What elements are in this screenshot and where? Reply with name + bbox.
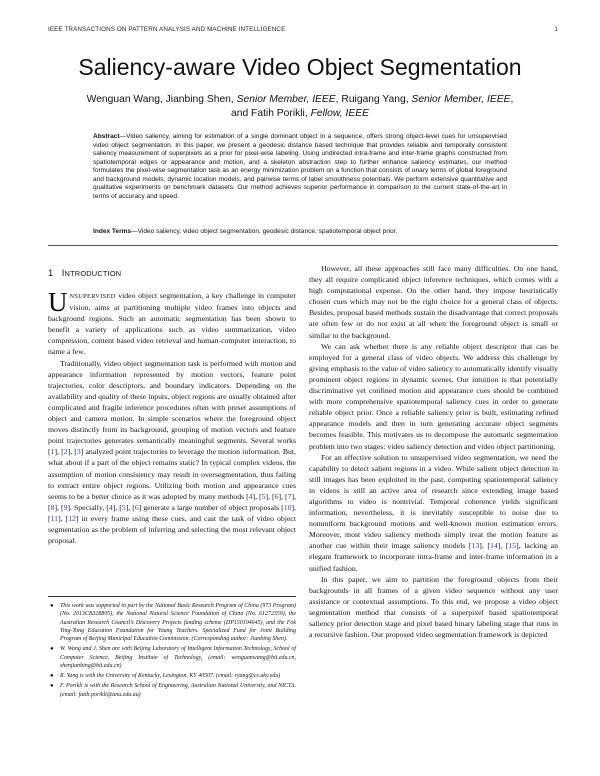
sep: ], [ (112, 502, 122, 512)
running-head (48, 26, 558, 36)
index-terms-text: —Video saliency, video object segmentation, geodesic distance, spatiotemporal object prior. (131, 228, 398, 235)
right-column (309, 263, 558, 640)
footnote-text: R. Yang is with the University of Kentucky, Lexington, KY 40507. (email: ryang@cs.uky.edu) (60, 673, 281, 679)
left-p1-text: video object segmentation, a key challenge in computer vision, aims at partitioning multiple video frames into objects and background regions. Such an automatic segmentation has been shown to benefit a variety of applications such as video summarization, video compression, content based video retrieval and human-computer interaction, to name a few. (48, 291, 296, 357)
drop-cap: U (48, 287, 68, 317)
citation-link[interactable]: 9 (63, 502, 68, 512)
sep: ], [ (125, 502, 135, 512)
footnote-item (48, 672, 296, 680)
citation-link[interactable]: 4 (248, 491, 253, 501)
citation-link[interactable]: 6 (274, 491, 279, 501)
author-sep: , (510, 94, 514, 105)
bullet-icon: ● (50, 646, 54, 653)
sep: ], [ (48, 491, 296, 512)
right-paragraph-1: However, all these approaches still face many difficulties. On one hand, they all require complicated object inference techniques, which comes with a high computational expense. On the other hand, they impose heuristically chosen cues which may not be the right choice for a general class of objects. Besides, proposal based methods sustain the disadvantage that correct proposals are often few or do not exist at all when the foreground object is small or similar to the background. (309, 264, 558, 340)
author-role-1: Senior Member, IEEE (236, 94, 336, 105)
right-p3-b: ], lacking an elegant framework to incorporate intra-frame and inter-frame information in a unified fashion. (309, 541, 558, 573)
page-number: 1 (554, 26, 558, 33)
citation-link[interactable]: 5 (261, 491, 266, 501)
sep: ], [ (265, 491, 275, 501)
right-paragraph-4: In this paper, we aim to partition the foreground objects from their backgrounds in all frames of a given video sequence without any user assistance or contextual assumptions. To this end, we propose a video object segmentation method that consists of a superpixel based spatiotemporal saliency prior detection stage and pixel based binary labeling stage that runs in a recursive fashion. Our proposed video segmentation framework is depicted (309, 574, 558, 640)
left-p2-d: ] generate a large number of object proposals [ (138, 502, 284, 512)
sep: ], [ (54, 502, 64, 512)
section-heading (48, 268, 121, 278)
footnotes (48, 602, 296, 701)
right-paragraph-2: We can ask whether there is any reliable object descriptor that can be employed for a general class of video objects. We address this challenge by giving emphasis to the value of video saliency to automatically identify visually prominent object regions in dynamic scenes. Our intuition is that potentially discriminative yet confined motion and appearance cues should be combined with more comprehensive spatiotemporal saliency cues in order to generate reliable object prior. Once a reliable saliency prior is built, estimating refined appearance models and then in turn generating accurate object segments becomes feasible. This motivates us to decompose the automatic segmentation problem into two stages: video saliency detection and video object partitioning. (309, 341, 558, 451)
sep: ], [ (497, 541, 509, 551)
header-divider (48, 245, 558, 246)
left-p2-e: ] in every frame using these cues, and cast the task of video object segmentation as the problem of inferring and selecting the most relevant object proposal. (48, 513, 296, 546)
citation-link[interactable]: 7 (287, 491, 292, 501)
left-paragraph-2 (48, 358, 296, 547)
footnote-item (48, 602, 296, 643)
right-p3-a: For an effective solution to unsupervised video segmentation, we need the capability to detect salient regions in a video. While salient object detection in still images has been exploited in the past, computing spatiotemporal saliency in videos is still an active area of research since extending image based algorithms to video is nontrivial. Temporal coherence yields significant information, nevertheless, it is inevitably susceptible to noise due to nonuniform background motions and well-known motion estimation errors. Moreover, most video saliency methods simply treat the motion feature as another cue within their image saliency models [ (309, 452, 558, 551)
section-title-rest: NTRODUCTION (64, 269, 122, 278)
bullet-icon: ● (50, 683, 54, 690)
citation-link[interactable]: 2 (63, 447, 68, 457)
abstract-label: Abstract (93, 133, 120, 140)
small-caps-lead: NSUPERVISED (69, 293, 116, 300)
sep: ], [ (252, 491, 262, 501)
footnote-text: F. Porikli is with the Research School of Engineering, Australian National University, and NICTA. (email: fatih.porikli@anu.edu.au) (60, 683, 296, 698)
citation-link[interactable]: 3 (76, 447, 81, 457)
footnote-text: W. Wang and J. Shen are with Beijing Laboratory of Intelligent Information Technology, School of Computer Science, Beijing Institute of Technology, (email: wenguanwang@bit.edu.cn, shenjianbing@bit.edu.cn) (60, 646, 296, 669)
sep: ], [ (278, 491, 288, 501)
citation-link[interactable]: 11 (50, 513, 59, 523)
section-initial: I (61, 268, 65, 278)
index-terms (93, 228, 507, 237)
citation-link[interactable]: 14 (489, 541, 498, 551)
author-role-4: Fellow, IEEE (310, 108, 369, 119)
citation-link[interactable]: 8 (50, 502, 55, 512)
author-list (70, 93, 530, 121)
citation-link[interactable]: 1 (50, 447, 55, 457)
author-names-2: , Ruigang Yang, (335, 94, 409, 105)
abstract (93, 133, 507, 201)
author-names-1: Wenguan Wang, Jianbing Shen, (86, 94, 234, 105)
sep: ], [ (67, 447, 77, 457)
citation-link[interactable]: 10 (283, 502, 292, 512)
author-names-4: and Fatih Porikli, (231, 108, 308, 119)
sep: ], [ (54, 447, 64, 457)
footnote-text: This work was supported in part by the National Basic Research Program of China (973 Program) (No. 2013CB328805), the National Natural Science Foundation of China (No. 61272359), the Australian Research Council’s Discovery Projects funding scheme (DP150104645), and the Fok Ying-Tong Education Foundation for Young Teachers. Specialized Fund for Joint Building Program of Beijing Municipal Education Commission. (Corresponding author: Jianbing Shen). (60, 603, 296, 642)
right-paragraph-3 (309, 452, 558, 574)
paper-title: Saliency-aware Video Object Segmentation (78, 54, 522, 80)
author-role-2: Senior Member, IEEE (411, 94, 511, 105)
running-head-text: IEEE TRANSACTIONS ON PATTERN ANALYSIS AND MACHINE INTELLIGENCE (48, 26, 286, 33)
sep: ], [ (48, 502, 296, 523)
citation-link[interactable]: 4 (108, 502, 113, 512)
left-p2-b: ] analyzed point trajectories to leverage the motion information. But, what about if a part of the object remains static? In typical complex videos, the assumption of motion consistency may result in oversegmentation, thus failing to extract entire object regions. Utilizing both motion and appearance cues seems to be a better choice as it was adopted by many methods [ (48, 447, 296, 501)
footnote-item (48, 682, 296, 699)
left-p2-c: ]. Specially, [ (67, 502, 109, 512)
abstract-text: —Video saliency, aiming for estimation of a single dominant object in a sequence, offers strong object-level cues for unsupervised video object segmentation. In this paper, we present a geodesic distance based technique that provides reliable and temporally consistent saliency measurement of superpixels as a prior for pixel-wise labeling. Using undirected intra-frame and inter-frame graphs constructed from spatiotemporal edges or appearance and motion, and a skeleton abstraction step to further enhance saliency estimates, our method formulates the pixel-wise segmentation task as an energy minimization problem on a function that consists of unary terms of global foreground and background models, dynamic location models, and pairwise terms of label smoothness potentials. We perform extensive quantitative and qualitative experiments on benchmark datasets. Our method achieves superior performance in comparison to the current state-of-the-art in terms of accuracy and speed. (93, 133, 507, 200)
left-paragraph-1 (48, 287, 296, 358)
index-terms-label: Index Terms (93, 228, 132, 235)
bullet-icon: ● (50, 673, 54, 679)
footnote-item (48, 645, 296, 670)
citation-link[interactable]: 12 (68, 513, 76, 523)
citation-link[interactable]: 15 (508, 541, 517, 551)
citation-link[interactable]: 6 (134, 502, 139, 512)
left-p2-a: Traditionally, video object segmentation task is performed with motion and appearance information represented by motion vectors, feature point trajectories, color descriptors, and boundary indicators. Depending on the availability and quality of these inputs, object regions are usually obtained after complicated and fragile inference procedures often with preset assumptions of object and camera motion. In simple scenarios where the foreground object moves distinctly from its background, grouping of motion vectors and feature point trajectories generates semantically meaningful segments. Several works [ (48, 358, 296, 457)
citation-link[interactable]: 5 (121, 502, 126, 512)
footnote-rule (48, 596, 296, 597)
citation-link[interactable]: 13 (471, 541, 480, 551)
sep: ], [ (479, 541, 490, 551)
bullet-icon: ● (50, 603, 54, 609)
sep: ], [ (58, 513, 69, 523)
left-column (48, 287, 296, 546)
section-number: 1 (48, 268, 54, 278)
